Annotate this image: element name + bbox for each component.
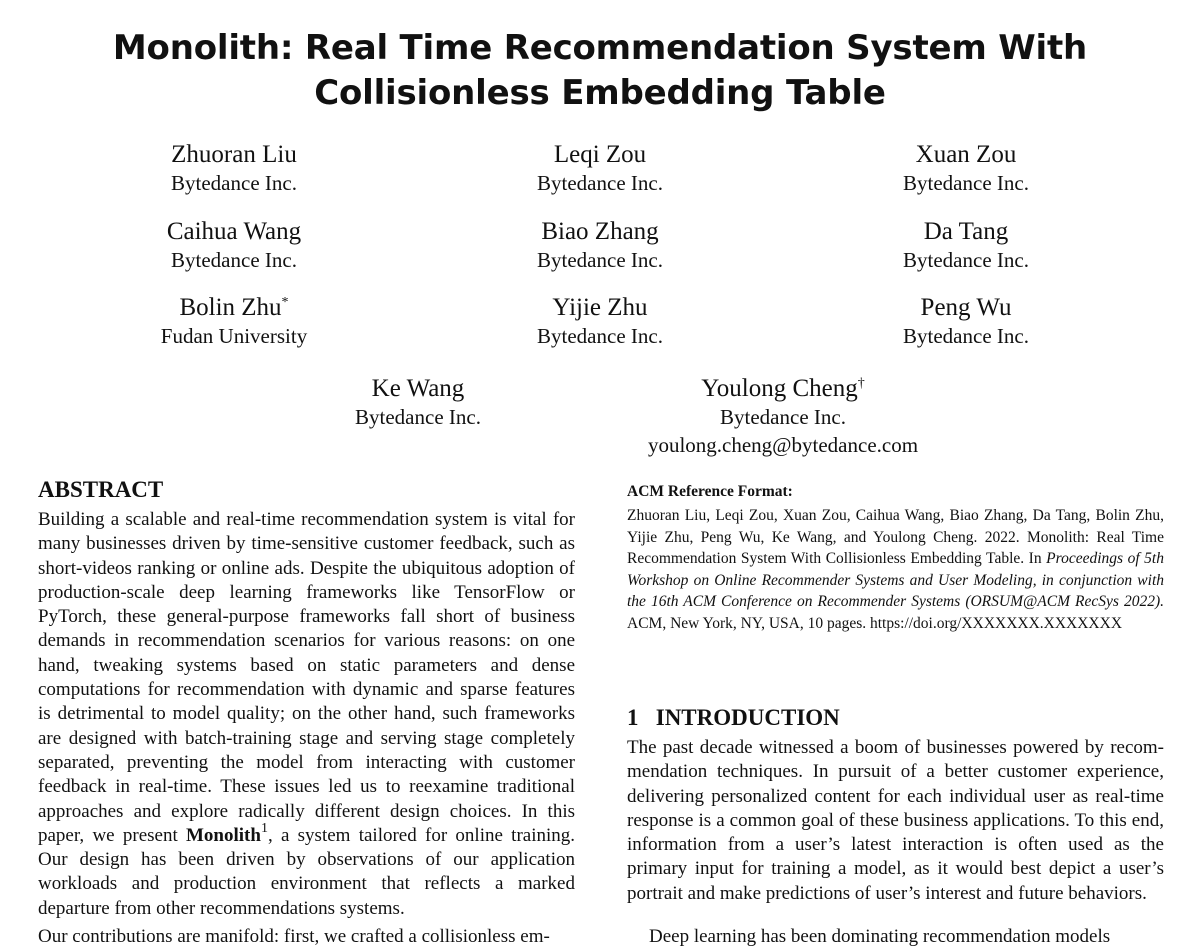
- author-affiliation: Bytedance Inc.: [537, 248, 663, 272]
- author-affiliation: Bytedance Inc.: [903, 171, 1029, 195]
- author-name-text: Bolin Zhu: [179, 294, 282, 321]
- author-email: youlong.cheng@bytedance.com: [647, 433, 919, 457]
- abstract-text-part2: , a system tailored for online training. Our design has been driven by observations of our application workloads and production environment that reflects a marked departure from other recommendations systems.: [38, 824, 576, 919]
- author-block: [806, 140, 1126, 197]
- author-block: [74, 217, 394, 274]
- acm-reference-venue: Proceedings of 5th Workshop on Online Recommender Systems and User Modeling, in conjunction with the 16th ACM Conference on Recommender Systems (ORSUM@ACM RecSys 2022).: [627, 550, 1164, 610]
- author-name: Ke Wang: [371, 375, 465, 402]
- abstract-text-part1: Building a scalable and real-time recommendation system is vital for many businesses driven by time-sensitive customer feedback, such as short-videos ranking or online ads. Despite the ubiquitous adoption of production-scale deep learning frameworks like TensorFlow or PyTorch, these general-purpose frameworks fall short of business demands in recommendation scenarios for various reasons: on one hand, tweaking systems based on static parameters and dense computations for recommendation with dynamic and sparse features is detrimental to model quality; on the other hand, such frameworks are designed with batch-training stage and serving stage completely separated, preventing the model from interacting with customer feedback in real-time. These issues led us to reexamine traditional approaches and explore radically different design choices. In this paper, we present: [38, 509, 575, 846]
- acm-reference-part1: Zhuoran Liu, Leqi Zou, Xuan Zou, Caihua Wang, Biao Zhang, Da Tang, Bolin Zhu, Yijie Zhu, Peng Wu, Ke Wang, and Youlong Cheng. 2022. Monolith: Real Time Recommendation System With Collisionless Embedding Table. In: [627, 507, 1164, 567]
- author-note-mark: †: [857, 376, 865, 391]
- author-affiliation: Bytedance Inc.: [903, 248, 1029, 272]
- author-affiliation: Fudan University: [160, 324, 308, 348]
- author-affiliation: Bytedance Inc.: [171, 248, 297, 272]
- author-affiliation: Bytedance Inc.: [171, 171, 297, 195]
- footnote-mark: 1: [260, 820, 268, 836]
- system-name: Monolith: [186, 824, 261, 846]
- author-block: [74, 140, 394, 197]
- author-block: [623, 374, 943, 459]
- introduction-text: The past decade witnessed a boom of businesses powered by recommendation techniques. In pursuit of a better customer experience, delivering personalized content for each individual user as real-time response is a common goal of these business applications. To this end, information from a user’s latest interaction is often used as the primary input for training a model, as it would best depict a user’s portrait and make predictions of user’s interest and future behaviors.: [627, 737, 1164, 904]
- author-note-mark: *: [281, 295, 289, 310]
- author-block: [74, 293, 394, 350]
- introduction-body: [627, 736, 1164, 906]
- author-affiliation: Bytedance Inc.: [720, 405, 846, 429]
- author-affiliation: Bytedance Inc.: [537, 171, 663, 195]
- abstract-heading: ABSTRACT: [38, 477, 164, 502]
- author-name: Leqi Zou: [553, 141, 647, 168]
- abstract-body: [38, 508, 575, 921]
- author-name: Da Tang: [923, 218, 1009, 245]
- acm-reference: [627, 481, 1164, 634]
- author-name: [74, 293, 394, 323]
- author-name-text: Youlong Cheng: [701, 375, 858, 402]
- acm-reference-part2: ACM, New York, NY, USA, 10 pages. https://doi.org/XXXXXXX.XXXXXXX: [627, 614, 1123, 632]
- author-name: Xuan Zou: [915, 141, 1017, 168]
- author-name: Biao Zhang: [541, 218, 659, 245]
- author-block: [806, 293, 1126, 350]
- author-affiliation: Bytedance Inc.: [537, 324, 663, 348]
- author-name: Yijie Zhu: [552, 294, 648, 321]
- author-name: [623, 374, 943, 404]
- author-affiliation: Bytedance Inc.: [355, 405, 481, 429]
- acm-reference-text: [627, 505, 1164, 634]
- abstract-cut-line: Our contributions are manifold: first, we crafted a collisionless em-: [38, 926, 550, 947]
- author-name: Peng Wu: [920, 294, 1012, 321]
- introduction-heading: 1 INTRODUCTION: [627, 705, 840, 730]
- paper-title: [0, 26, 1200, 116]
- author-affiliation: Bytedance Inc.: [903, 324, 1029, 348]
- author-block: [440, 293, 760, 350]
- author-name: Caihua Wang: [166, 218, 302, 245]
- author-name: Zhuoran Liu: [171, 141, 297, 168]
- title-line-2: Collisionless Embedding Table: [314, 73, 886, 113]
- author-block: [440, 217, 760, 274]
- title-line-1: Monolith: Real Time Recommendation System With: [112, 28, 1088, 68]
- introduction-cut-line: Deep learning has been dominating recommendation models: [649, 926, 1111, 947]
- abstract-text: [38, 508, 575, 921]
- author-block: [258, 374, 578, 431]
- author-block: [806, 217, 1126, 274]
- author-block: [440, 140, 760, 197]
- acm-reference-heading: ACM Reference Format:: [627, 483, 793, 500]
